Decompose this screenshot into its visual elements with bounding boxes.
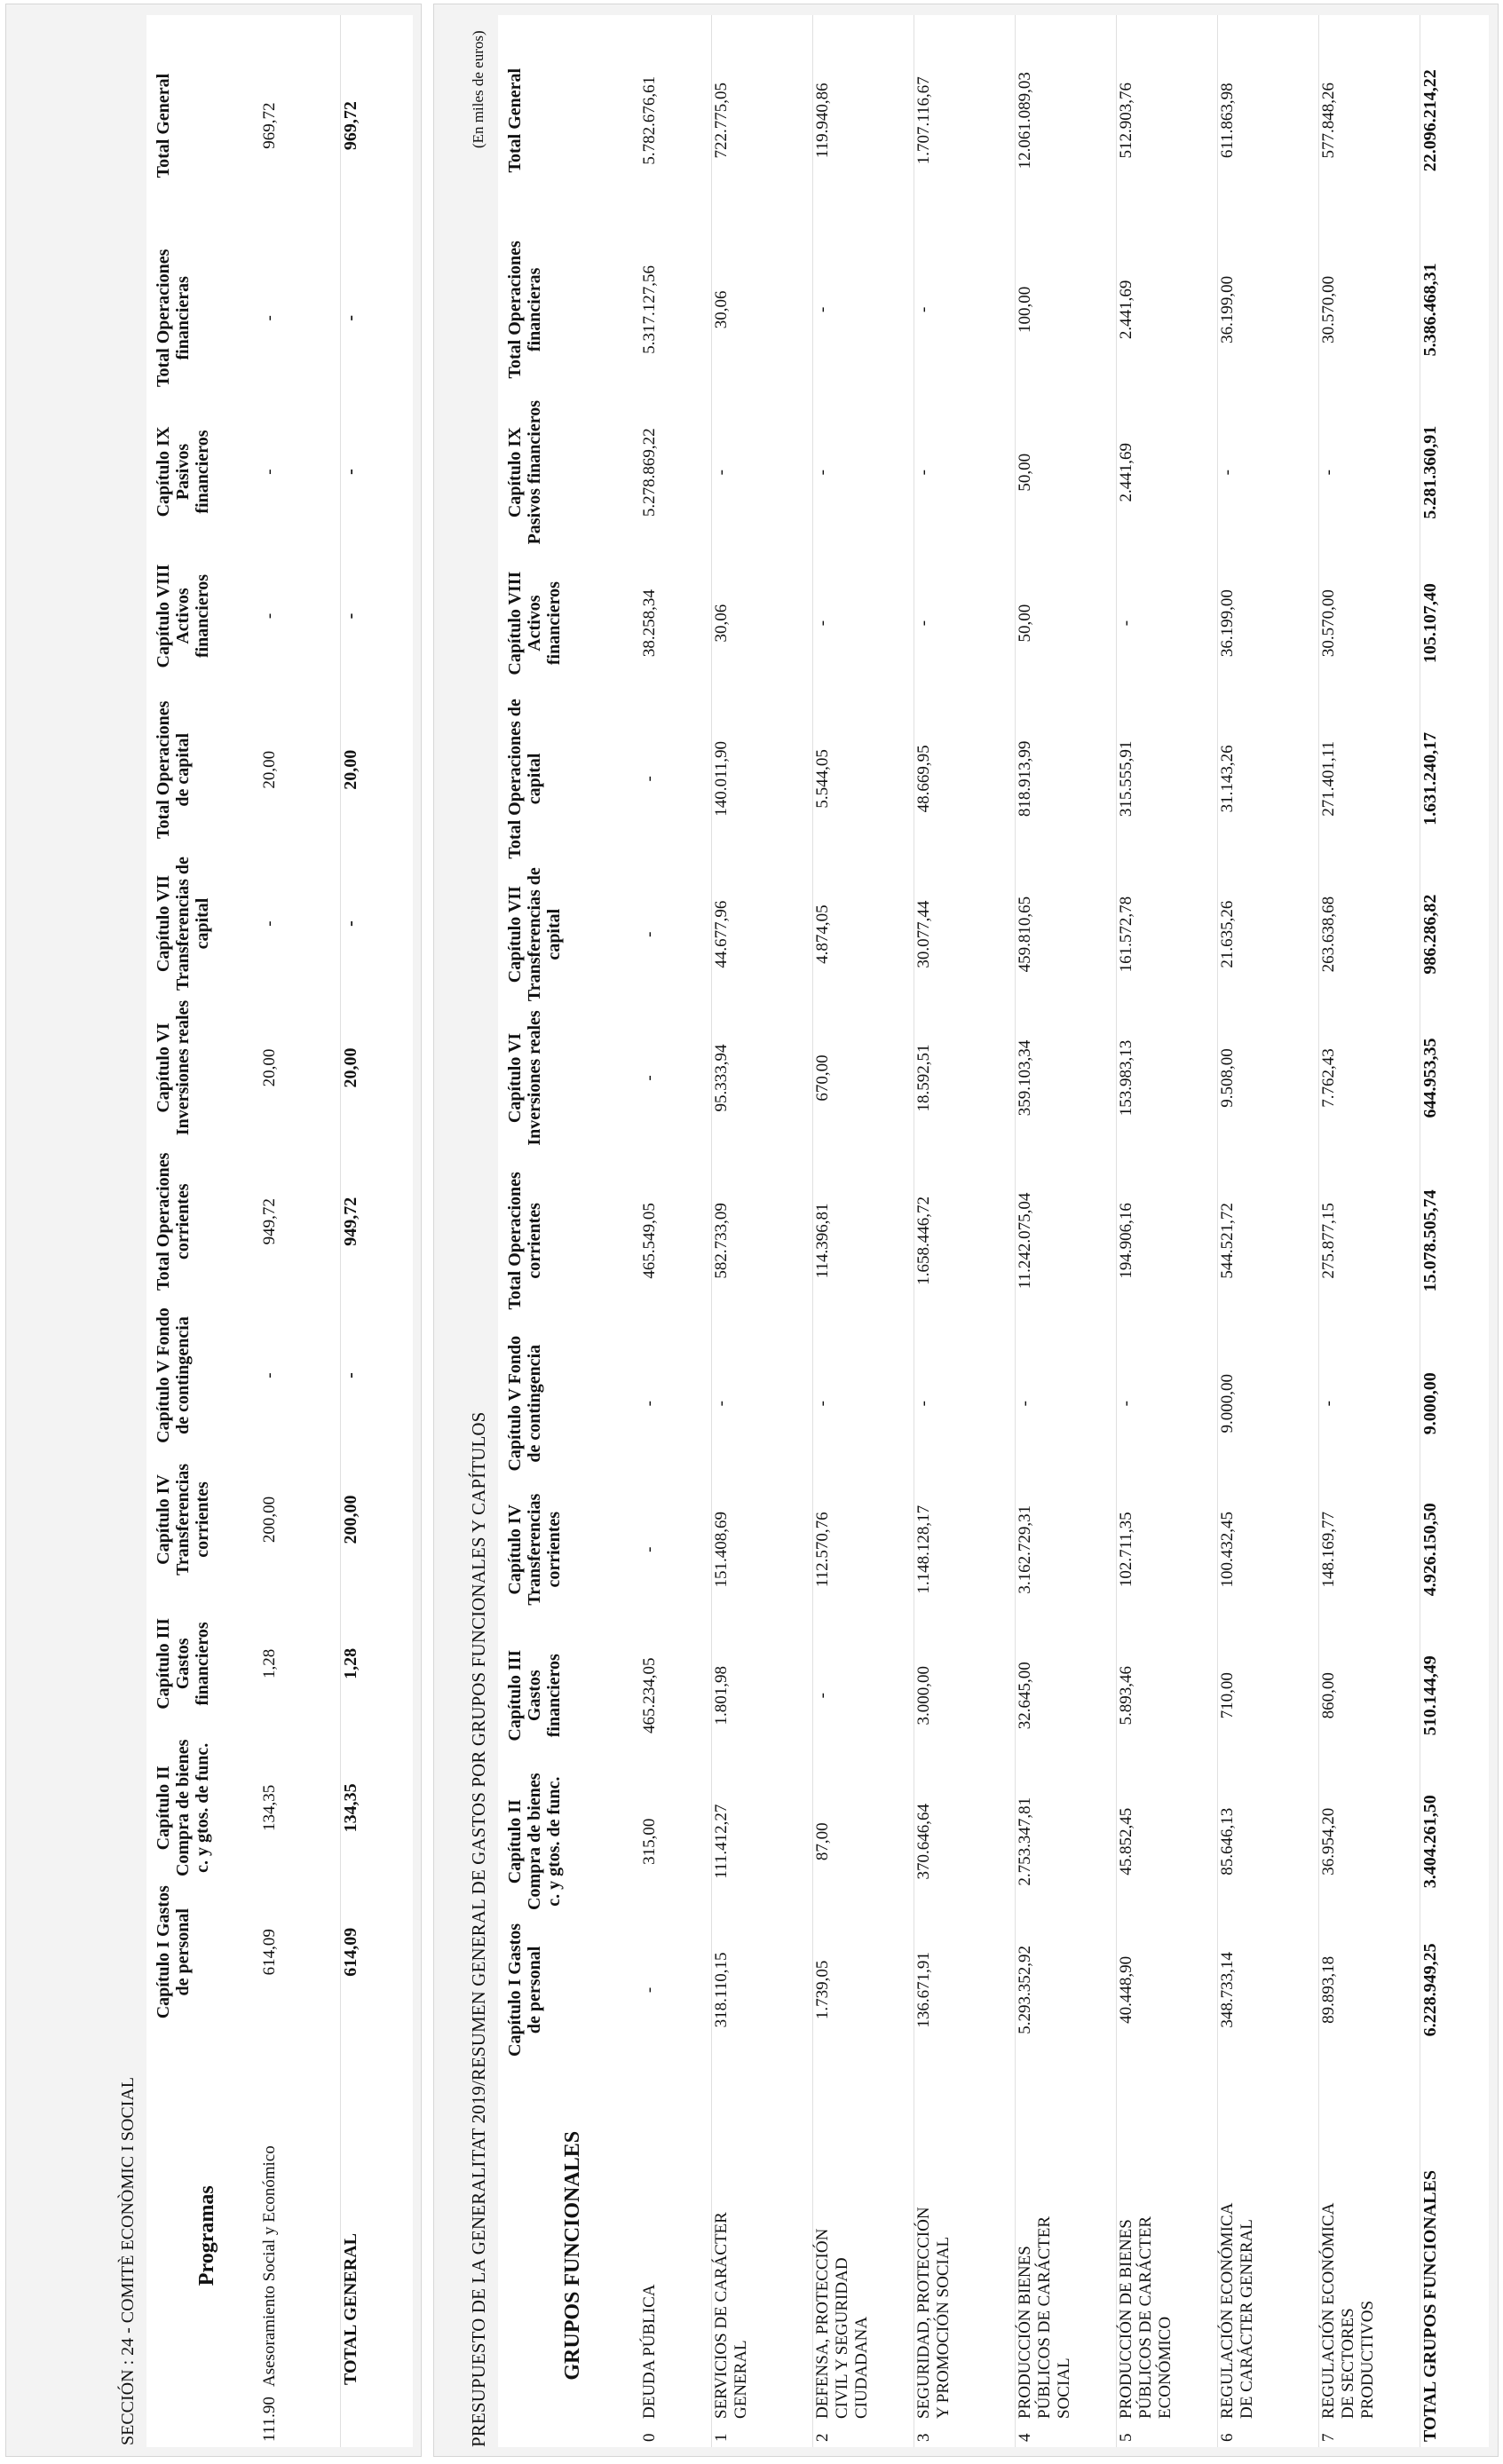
group-label: PRODUCCIÓN DE BIENES PÚBLICOS DE CARÁCTER ECONÓMICO bbox=[1116, 2215, 1175, 2419]
value-cell: 200,00 bbox=[260, 1448, 340, 1591]
header-cap3: Capítulo III Gastos financieros bbox=[505, 1649, 564, 1741]
value-cell: 1.739,05 bbox=[812, 1915, 914, 2064]
value-cell: 151.408,69 bbox=[711, 1475, 812, 1623]
value-cell: 36.199,00 bbox=[1217, 225, 1318, 393]
value-cell: 949,72 bbox=[260, 1140, 340, 1303]
value-cell: 263.638,68 bbox=[1318, 863, 1420, 1007]
program-code: 111.90 bbox=[260, 2397, 279, 2442]
value-cell: - bbox=[1015, 1331, 1116, 1475]
value-cell: 31.143,26 bbox=[1217, 695, 1318, 863]
value-cell: 818.913,99 bbox=[1015, 695, 1116, 863]
header-cap1: Capítulo I Gastos de personal bbox=[154, 1885, 193, 2019]
programas-panel bbox=[5, 4, 422, 2457]
value-cell: 1.707.116,67 bbox=[914, 15, 1015, 225]
table-row bbox=[1217, 15, 1318, 2447]
value-cell: 2.753.347,81 bbox=[1015, 1767, 1116, 1915]
value-cell: - bbox=[260, 1303, 340, 1447]
value-cell: 318.110,15 bbox=[711, 1915, 812, 2064]
value-cell: 50,00 bbox=[1015, 393, 1116, 551]
value-cell: - bbox=[260, 544, 340, 688]
total-cell: 9.000,00 bbox=[1420, 1372, 1440, 1435]
header-cap6: Capítulo VI Inversiones reales bbox=[505, 1010, 544, 1146]
total-cell: 105.107,40 bbox=[1420, 583, 1440, 664]
group-code: 1 bbox=[711, 2433, 731, 2442]
value-cell: 577.848,26 bbox=[1318, 15, 1420, 225]
value-cell: 161.572,78 bbox=[1116, 863, 1217, 1007]
value-cell: 1.658.446,72 bbox=[914, 1149, 1015, 1331]
value-cell: - bbox=[812, 393, 914, 551]
value-cell: 9.508,00 bbox=[1217, 1007, 1318, 1150]
value-cell: 1.801,98 bbox=[711, 1623, 812, 1767]
grupos-header-row bbox=[498, 15, 640, 2447]
header-cap3: Capítulo III Gastos financieros bbox=[154, 1617, 212, 1710]
group-code: 2 bbox=[812, 2433, 832, 2442]
total-label: TOTAL GRUPOS FUNCIONALES bbox=[1420, 2170, 1440, 2442]
value-cell: 89.893,18 bbox=[1318, 1915, 1420, 2064]
total-cell: 5.281.360,91 bbox=[1420, 425, 1440, 519]
table-row bbox=[1015, 15, 1116, 2447]
header-cap4: Capítulo IV Transferencias corrientes bbox=[505, 1493, 564, 1606]
programas-header: Programas bbox=[195, 2185, 218, 2286]
value-cell: - bbox=[640, 695, 711, 863]
value-cell: 112.570,76 bbox=[812, 1475, 914, 1623]
value-cell: 12.061.089,03 bbox=[1015, 15, 1116, 225]
header-cap4: Capítulo IV Transferencias corrientes bbox=[154, 1464, 212, 1576]
value-cell: 710,00 bbox=[1217, 1623, 1318, 1767]
table-row bbox=[640, 15, 711, 2447]
group-code: 4 bbox=[1015, 2433, 1034, 2442]
group-label: DEUDA PÚBLICA bbox=[640, 2284, 659, 2419]
value-cell: 1.148.128,17 bbox=[914, 1475, 1015, 1623]
table-row bbox=[1116, 15, 1217, 2447]
value-cell: 32.645,00 bbox=[1015, 1623, 1116, 1767]
value-cell: 348.733,14 bbox=[1217, 1915, 1318, 2064]
table-row bbox=[1318, 15, 1420, 2447]
header-cap5: Capítulo V Fondo de contingencia bbox=[154, 1307, 193, 1443]
value-cell: 30,06 bbox=[711, 551, 812, 695]
group-cell bbox=[640, 2065, 711, 2447]
total-cell: 15.078.505,74 bbox=[1420, 1189, 1440, 1292]
value-cell: - bbox=[260, 399, 340, 543]
value-cell: 38.258,34 bbox=[640, 551, 711, 695]
value-cell: 95.333,94 bbox=[711, 1007, 812, 1150]
value-cell: - bbox=[1116, 551, 1217, 695]
header-cap8: Capítulo VIII Activos financieros bbox=[505, 571, 564, 675]
group-cell bbox=[1116, 2065, 1217, 2447]
value-cell: 459.810,65 bbox=[1015, 863, 1116, 1007]
total-row bbox=[340, 15, 402, 2447]
group-code: 3 bbox=[914, 2433, 933, 2442]
value-cell: 40.448,90 bbox=[1116, 1915, 1217, 2064]
header-cap9: Capítulo IX Pasivos financieros bbox=[505, 400, 544, 545]
total-cell: 6.228.949,25 bbox=[1420, 1943, 1440, 2037]
total-cell: 20,00 bbox=[340, 1047, 360, 1088]
programas-header-row bbox=[146, 15, 260, 2447]
value-cell: 36.199,00 bbox=[1217, 551, 1318, 695]
header-cap7: Capítulo VII Transferencias de capital bbox=[154, 857, 212, 991]
total-cell: - bbox=[340, 314, 360, 321]
total-cell: 1,28 bbox=[340, 1647, 360, 1679]
value-cell: 153.983,13 bbox=[1116, 1007, 1217, 1150]
grupos-report-title: PRESUPUESTO DE LA GENERALITAT 2019/RESUMEN GENERAL DE GASTOS POR GRUPOS FUNCIONALES Y CAPÍTULOS bbox=[468, 1411, 489, 2447]
value-cell: 2.441,69 bbox=[1116, 393, 1217, 551]
value-cell: 148.169,77 bbox=[1318, 1475, 1420, 1623]
total-cell: 4.926.150,50 bbox=[1420, 1503, 1440, 1597]
group-cell bbox=[1217, 2065, 1318, 2447]
value-cell: 111.412,27 bbox=[711, 1767, 812, 1915]
total-cell: 510.144,49 bbox=[1420, 1655, 1440, 1736]
value-cell: 9.000,00 bbox=[1217, 1331, 1318, 1475]
total-cell: - bbox=[340, 920, 360, 927]
header-cap1: Capítulo I Gastos de personal bbox=[505, 1923, 544, 2057]
value-cell: - bbox=[914, 225, 1015, 393]
value-cell: - bbox=[1318, 393, 1420, 551]
group-label: SEGURIDAD, PROTECCIÓN Y PROMOCIÓN SOCIAL bbox=[914, 2207, 953, 2419]
header-total-financieras: Total Operaciones financieras bbox=[505, 241, 544, 379]
value-cell: 611.863,98 bbox=[1217, 15, 1318, 225]
total-label: TOTAL GENERAL bbox=[340, 2233, 360, 2385]
total-cell: 969,72 bbox=[340, 101, 360, 151]
grupos-panel bbox=[433, 4, 1499, 2457]
value-cell: 50,00 bbox=[1015, 551, 1116, 695]
group-code: 7 bbox=[1318, 2433, 1338, 2442]
value-cell: 134,35 bbox=[260, 1736, 340, 1880]
header-total-general: Total General bbox=[154, 73, 173, 178]
total-cell: 22.096.214,22 bbox=[1420, 69, 1440, 172]
group-code: 6 bbox=[1217, 2433, 1237, 2442]
value-cell: 969,72 bbox=[260, 15, 340, 236]
value-cell: 87,00 bbox=[812, 1767, 914, 1915]
group-cell bbox=[812, 2065, 914, 2447]
value-cell: 271.401,11 bbox=[1318, 695, 1420, 863]
value-cell: - bbox=[640, 1331, 711, 1475]
header-cap2: Capítulo II Compra de bienes c. y gtos. de func. bbox=[154, 1739, 212, 1877]
value-cell: 512.903,76 bbox=[1116, 15, 1217, 225]
total-cell: 200,00 bbox=[340, 1495, 360, 1544]
value-cell: 20,00 bbox=[260, 688, 340, 851]
header-cap8: Capítulo VIII Activos financieros bbox=[154, 564, 212, 668]
total-cell: 644.953,35 bbox=[1420, 1038, 1440, 1118]
group-code: 5 bbox=[1116, 2433, 1135, 2442]
value-cell: 30.570,00 bbox=[1318, 551, 1420, 695]
header-cap5: Capítulo V Fondo de contingencia bbox=[505, 1335, 544, 1472]
value-cell: 465.234,05 bbox=[640, 1623, 711, 1767]
value-cell: 544.521,72 bbox=[1217, 1149, 1318, 1331]
value-cell: 370.646,64 bbox=[914, 1767, 1015, 1915]
total-cell: 5.386.468,31 bbox=[1420, 263, 1440, 357]
group-label: SERVICIOS DE CARÁCTER GENERAL bbox=[711, 2212, 750, 2419]
table-row bbox=[812, 15, 914, 2447]
total-cell: 986.286,82 bbox=[1420, 894, 1440, 975]
value-cell: - bbox=[1116, 1331, 1217, 1475]
program-label: Asesoramiento Social y Económico bbox=[260, 2145, 279, 2387]
value-cell: 5.317.127,56 bbox=[640, 225, 711, 393]
value-cell: 100.432,45 bbox=[1217, 1475, 1318, 1623]
group-label: REGULACIÓN ECONÓMICA DE CARÁCTER GENERAL bbox=[1217, 2203, 1256, 2419]
header-total-capital: Total Operaciones de capital bbox=[154, 700, 193, 839]
grupos-table-area bbox=[498, 15, 1489, 2447]
group-label: PRODUCCIÓN BIENES PÚBLICOS DE CARÁCTER SOCIAL bbox=[1015, 2215, 1073, 2419]
value-cell: 315,00 bbox=[640, 1767, 711, 1915]
value-cell: - bbox=[640, 1915, 711, 2064]
value-cell: 11.242.075,04 bbox=[1015, 1149, 1116, 1331]
value-cell: 194.906,16 bbox=[1116, 1149, 1217, 1331]
grupos-header: GRUPOS FUNCIONALES bbox=[561, 2130, 584, 2381]
value-cell: - bbox=[1318, 1331, 1420, 1475]
programas-table-area bbox=[146, 15, 413, 2447]
value-cell: 7.762,43 bbox=[1318, 1007, 1420, 1150]
total-cell: - bbox=[340, 612, 360, 620]
group-code: 0 bbox=[640, 2433, 659, 2442]
value-cell: - bbox=[640, 1007, 711, 1150]
table-row bbox=[711, 15, 812, 2447]
total-cell: 614,09 bbox=[340, 1927, 360, 1977]
group-cell bbox=[914, 2065, 1015, 2447]
value-cell: 100,00 bbox=[1015, 225, 1116, 393]
header-total-corrientes: Total Operaciones corrientes bbox=[505, 1172, 544, 1310]
value-cell: - bbox=[812, 225, 914, 393]
header-total-capital: Total Operaciones de capital bbox=[505, 699, 544, 859]
value-cell: 30,06 bbox=[711, 225, 812, 393]
value-cell: 18.592,51 bbox=[914, 1007, 1015, 1150]
group-cell bbox=[1015, 2065, 1116, 2447]
value-cell: 20,00 bbox=[260, 996, 340, 1140]
value-cell: 359.103,34 bbox=[1015, 1007, 1116, 1150]
value-cell: 582.733,09 bbox=[711, 1149, 812, 1331]
grupos-units-note: (En miles de euros) bbox=[470, 30, 486, 148]
value-cell: 85.646,13 bbox=[1217, 1767, 1318, 1915]
value-cell: 21.635,26 bbox=[1217, 863, 1318, 1007]
total-row bbox=[1420, 15, 1482, 2447]
value-cell: - bbox=[914, 1331, 1015, 1475]
header-cap2: Capítulo II Compra de bienes c. y gtos. de func. bbox=[505, 1773, 564, 1910]
value-cell: 2.441,69 bbox=[1116, 225, 1217, 393]
value-cell: 30.077,44 bbox=[914, 863, 1015, 1007]
value-cell: - bbox=[711, 1331, 812, 1475]
value-cell: 3.000,00 bbox=[914, 1623, 1015, 1767]
total-cell: 20,00 bbox=[340, 749, 360, 790]
value-cell: 48.669,95 bbox=[914, 695, 1015, 863]
value-cell: - bbox=[260, 236, 340, 399]
value-cell: - bbox=[640, 1475, 711, 1623]
value-cell: 136.671,91 bbox=[914, 1915, 1015, 2064]
value-cell: 4.874,05 bbox=[812, 863, 914, 1007]
value-cell: 5.782.676,61 bbox=[640, 15, 711, 225]
total-cell: 949,72 bbox=[340, 1196, 360, 1246]
total-cell: 3.404.261,50 bbox=[1420, 1795, 1440, 1889]
header-total-corrientes: Total Operaciones corrientes bbox=[154, 1152, 193, 1291]
value-cell: 3.162.729,31 bbox=[1015, 1475, 1116, 1623]
value-cell: - bbox=[914, 551, 1015, 695]
header-cap9: Capítulo IX Pasivos financieros bbox=[154, 426, 212, 517]
value-cell: - bbox=[711, 393, 812, 551]
group-cell bbox=[711, 2065, 812, 2447]
value-cell: - bbox=[914, 393, 1015, 551]
value-cell: 119.940,86 bbox=[812, 15, 914, 225]
table-row bbox=[260, 15, 340, 2447]
grupos-table bbox=[498, 15, 1482, 2447]
value-cell: 315.555,91 bbox=[1116, 695, 1217, 863]
value-cell: - bbox=[812, 551, 914, 695]
table-row bbox=[914, 15, 1015, 2447]
header-cap7: Capítulo VII Transferencias de capital bbox=[505, 867, 564, 1002]
value-cell: 102.711,35 bbox=[1116, 1475, 1217, 1623]
group-label: DEFENSA, PROTECCIÓN CIVIL Y SEGURIDAD CIUDADANA bbox=[812, 2228, 871, 2419]
value-cell: 614,09 bbox=[260, 1880, 340, 2024]
total-cell: - bbox=[340, 469, 360, 475]
value-cell: 30.570,00 bbox=[1318, 225, 1420, 393]
header-cap6: Capítulo VI Inversiones reales bbox=[154, 999, 193, 1136]
value-cell: 45.852,45 bbox=[1116, 1767, 1217, 1915]
group-cell bbox=[1318, 2065, 1420, 2447]
value-cell: - bbox=[812, 1331, 914, 1475]
total-cell: 134,35 bbox=[340, 1783, 360, 1833]
group-label: REGULACIÓN ECONÓMICA DE SECTORES PRODUCTIVOS bbox=[1318, 2203, 1377, 2419]
value-cell: 114.396,81 bbox=[812, 1149, 914, 1331]
value-cell: - bbox=[260, 851, 340, 995]
header-total-financieras: Total Operaciones financieras bbox=[154, 249, 193, 387]
value-cell: 5.544,05 bbox=[812, 695, 914, 863]
total-cell: - bbox=[340, 1372, 360, 1378]
value-cell: 1,28 bbox=[260, 1591, 340, 1735]
value-cell: 36.954,20 bbox=[1318, 1767, 1420, 1915]
value-cell: 275.877,15 bbox=[1318, 1149, 1420, 1331]
value-cell: 44.677,96 bbox=[711, 863, 812, 1007]
value-cell: 5.278.869,22 bbox=[640, 393, 711, 551]
header-total-general: Total General bbox=[505, 67, 525, 173]
value-cell: - bbox=[640, 863, 711, 1007]
grupos-body bbox=[640, 15, 1482, 2447]
value-cell: 722.775,05 bbox=[711, 15, 812, 225]
value-cell: - bbox=[812, 1623, 914, 1767]
total-cell: 1.631.240,17 bbox=[1420, 731, 1440, 825]
value-cell: 465.549,05 bbox=[640, 1149, 711, 1331]
programas-table bbox=[146, 15, 402, 2447]
value-cell: 5.893,46 bbox=[1116, 1623, 1217, 1767]
value-cell: 5.293.352,92 bbox=[1015, 1915, 1116, 2064]
value-cell: 860,00 bbox=[1318, 1623, 1420, 1767]
program-cell bbox=[260, 2024, 340, 2447]
value-cell: 670,00 bbox=[812, 1007, 914, 1150]
programas-section-label: SECCIÓN : 24 - COMITÈ ECONÒMIC I SOCIAL bbox=[118, 2077, 138, 2445]
value-cell: 140.011,90 bbox=[711, 695, 812, 863]
value-cell: - bbox=[1217, 393, 1318, 551]
